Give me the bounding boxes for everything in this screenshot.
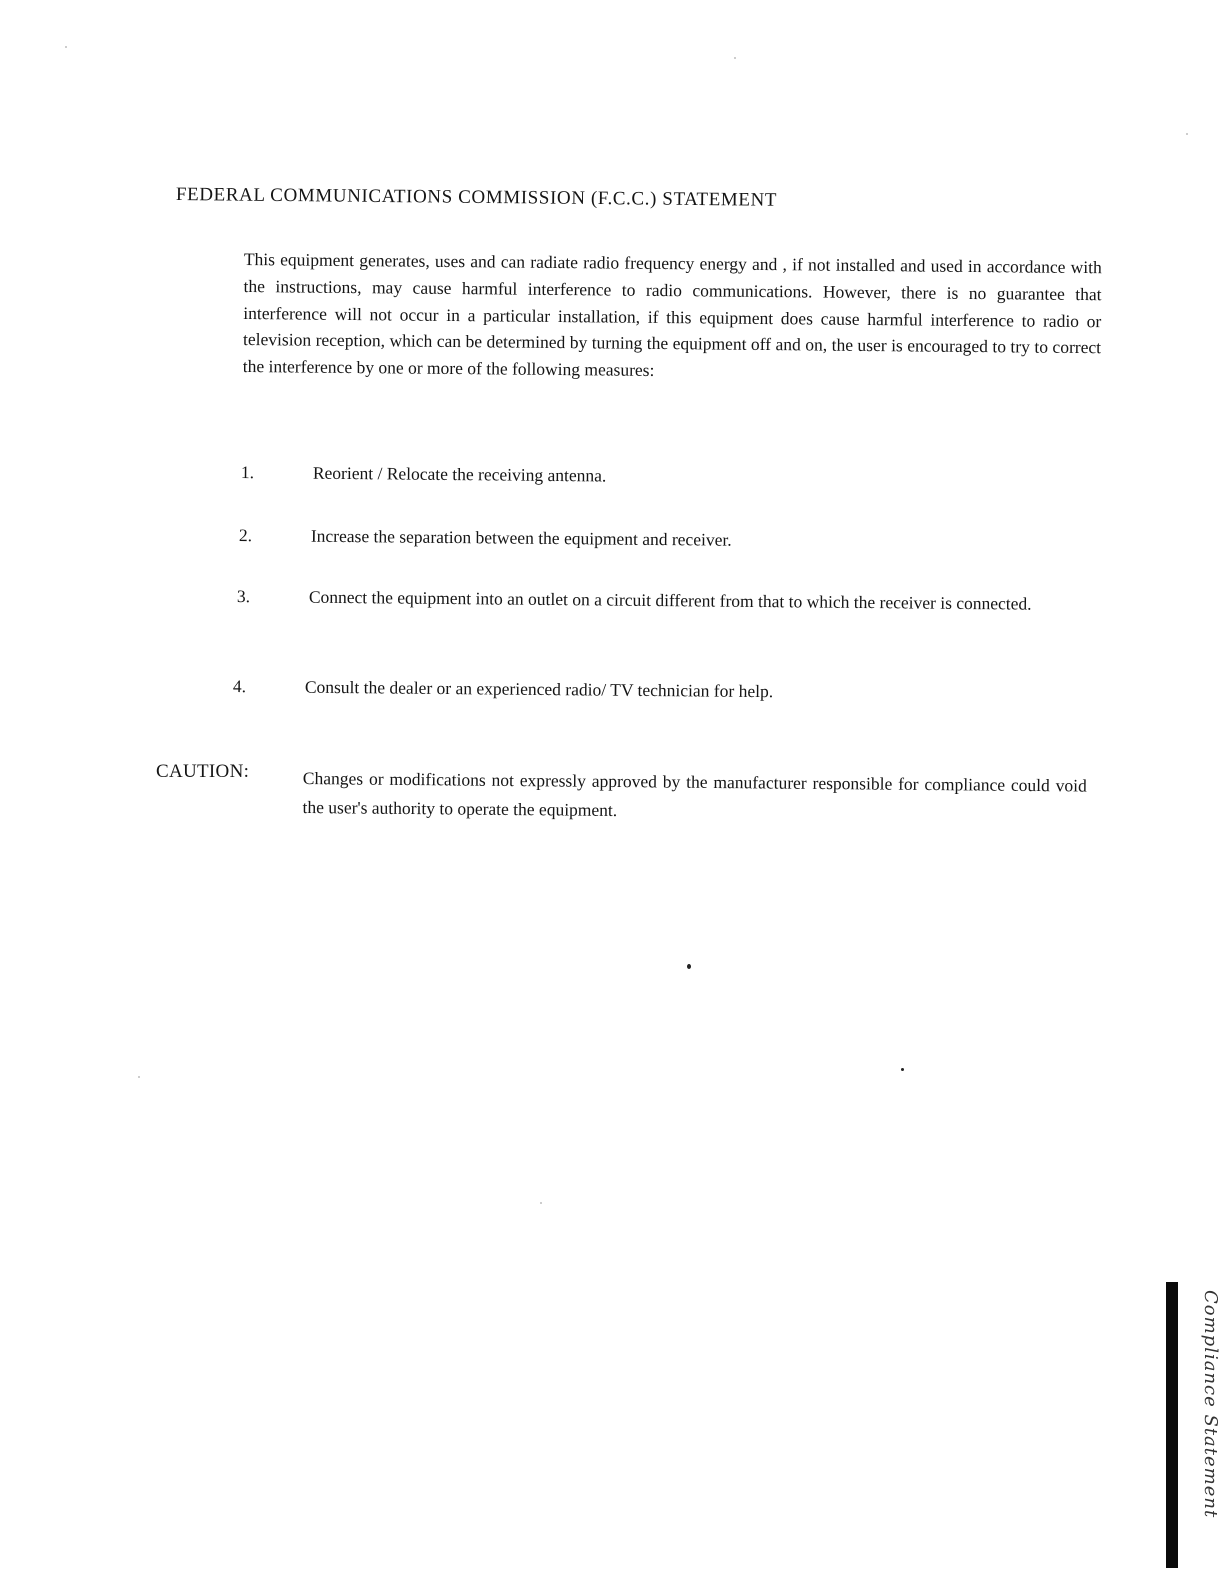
measure-text: Increase the separation between the equipment and receiver.	[310, 525, 732, 550]
scan-speck	[540, 1202, 542, 1204]
scan-speck	[138, 1076, 140, 1078]
scan-dot	[901, 1068, 904, 1071]
intro-paragraph: This equipment generates, uses and can radiate radio frequency energy and , if not installed and used in accordance with the instructions, may cause harmful interference to radio communications. However, there is no guarantee that interference will not occur in a particular installation, if this equipment does cause harmful interference to radio or television reception, which can be determined by turning the equipment off and on, the user is encouraged to try to correct the interference by one or more of the following measures:	[242, 248, 1102, 381]
margin-bar	[1166, 1282, 1178, 1568]
measure-number: 1.	[240, 461, 255, 483]
scan-speck	[734, 57, 736, 59]
measure-item	[240, 460, 1101, 486]
caution-label: CAUTION:	[156, 761, 250, 782]
measure-text: Consult the dealer or an experienced radio/ TV technician for help.	[304, 676, 774, 702]
measure-number: 4.	[232, 675, 247, 697]
measure-text: Connect the equipment into an outlet on a circuit different from that to which the receiver is connected.	[308, 586, 1032, 614]
scan-speck	[65, 46, 67, 48]
handwritten-note: Compliance Statement	[1200, 1290, 1221, 1519]
measure-item	[236, 584, 1097, 614]
scan-dot	[687, 964, 691, 969]
measure-item	[232, 674, 1093, 702]
measure-item	[238, 523, 1099, 550]
scan-speck	[1186, 133, 1188, 135]
measure-number: 2.	[238, 524, 253, 546]
caution-text: Changes or modifications not expressly approved by the manufacturer responsible for compliance could void the user's authority to operate the equipment.	[302, 767, 1087, 821]
measure-number: 3.	[236, 585, 251, 607]
measure-text: Reorient / Relocate the receiving antenna.	[312, 462, 607, 486]
document-title: FEDERAL COMMUNICATIONS COMMISSION (F.C.C.) STATEMENT	[175, 184, 778, 211]
